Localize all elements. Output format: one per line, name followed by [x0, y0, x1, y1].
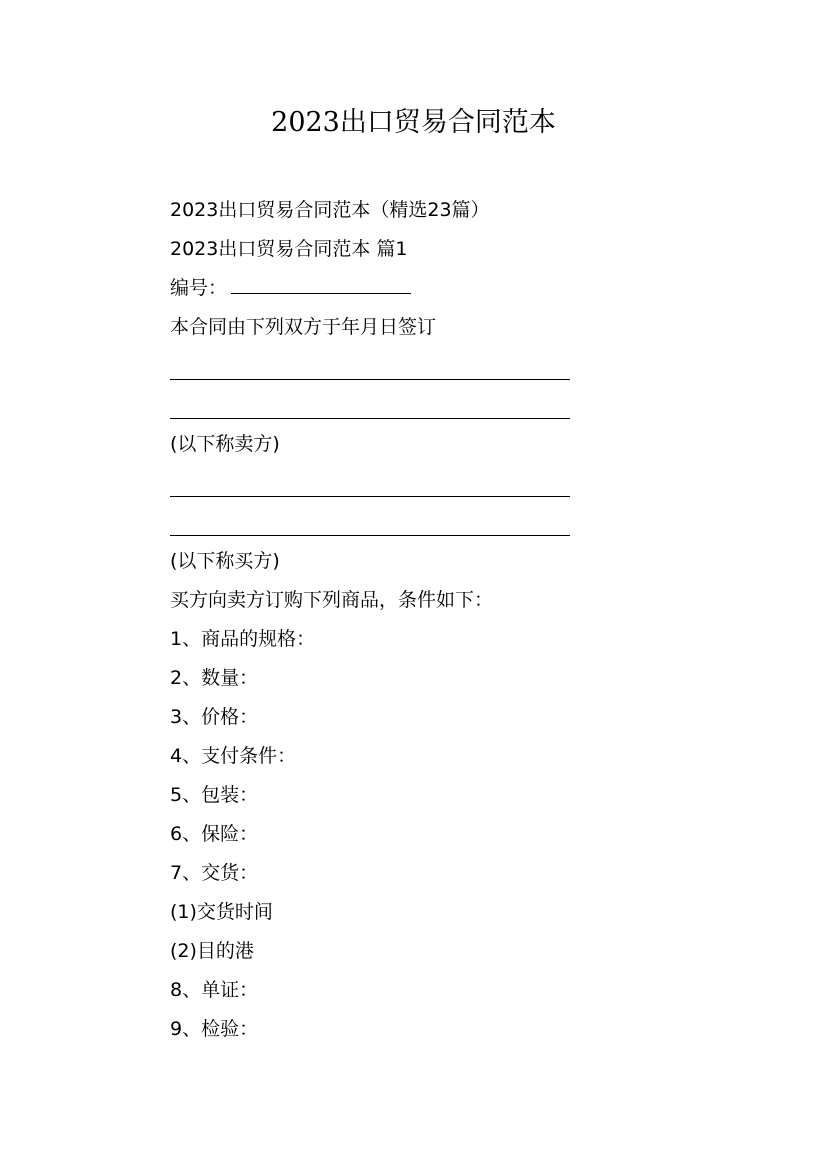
- clause-item: 6、保险：: [170, 823, 259, 845]
- seller-note: (以下称卖方): [170, 433, 280, 455]
- section-heading: 2023出口贸易合同范本 篇1: [170, 238, 408, 260]
- document-subtitle: 2023出口贸易合同范本（精选23篇）: [170, 199, 490, 221]
- intro-paragraph: 本合同由下列双方于年月日签订: [170, 316, 437, 338]
- order-statement: 买方向卖方订购下列商品，条件如下：: [170, 589, 494, 611]
- seller-blank-line-2: [170, 386, 590, 425]
- buyer-blank-line-1: [170, 464, 590, 503]
- clause-item: 3、价格：: [170, 706, 259, 728]
- contract-number-blank: [231, 269, 411, 294]
- document-body: [170, 191, 590, 1049]
- clause-item: 4、支付条件：: [170, 745, 297, 767]
- clause-item: 2、数量：: [170, 667, 259, 689]
- buyer-blank-line-2: [170, 503, 590, 542]
- buyer-note: (以下称买方): [170, 550, 280, 572]
- clause-item: 5、包装：: [170, 784, 259, 806]
- contract-number-label: 编号：: [170, 277, 228, 299]
- document-title: 2023出口贸易合同范本: [271, 107, 556, 138]
- clause-subitem: (2)目的港: [170, 940, 254, 962]
- clause-item: 7、交货：: [170, 862, 259, 884]
- clause-subitem: (1)交货时间: [170, 901, 273, 923]
- clause-item: 8、单证：: [170, 979, 259, 1001]
- clause-item: 1、商品的规格：: [170, 628, 316, 650]
- contract-number-row: [170, 269, 590, 308]
- clause-item: 9、检验：: [170, 1018, 259, 1040]
- seller-blank-line-1: [170, 347, 590, 386]
